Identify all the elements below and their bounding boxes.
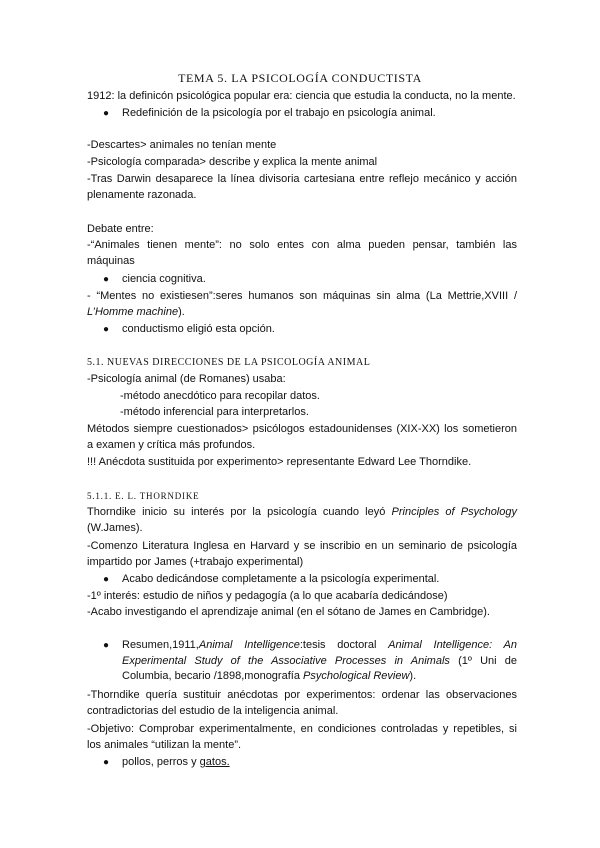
line-harvard: -Comenzo Literatura Inglesa en Harvard y se inscribio en un seminario de psicología impartido por James (+trabajo experimental) [87, 540, 517, 568]
bullet-icon: ● [103, 640, 110, 651]
line-primer-interes: -1º interés: estudio de niños y pedagogía (a lo que acabaría dedicándose) [87, 590, 448, 602]
page-title: TEMA 5. LA PSICOLOGÍA CONDUCTISTA [178, 71, 422, 85]
debate-heading: Debate entre: [87, 223, 154, 235]
bullet-redefinicion-text: Redefinición de la psicología por el trabajo en psicología animal. [122, 107, 436, 119]
thesis-title: Animal Intelligence: An Experimental Study of the Associative Processes in Animals [122, 639, 517, 667]
bullet-conductismo [103, 322, 517, 338]
bullet-pollos-perros-gatos: ● pollos, perros y gatos. [103, 755, 517, 771]
section-5-1-1-heading: 5.1.1. E. L. THORNDIKE [87, 491, 200, 501]
book-title-homme-machine: L’Homme machine [87, 305, 179, 318]
line-metodos-cuestionados: Métodos siempre cuestionados> psicólogos estadounidenses (XIX-XX) los sometieron a examen y crítica más profundos. [87, 423, 517, 451]
line-objetivo: -Objetivo: Comprobar experimentalmente, en condiciones controladas y repetibles, si los animales “utilizan la mente”. [87, 723, 517, 751]
book-title-principles: Principles of Psychology [391, 506, 517, 518]
bullet-icon: ● [103, 757, 110, 768]
bullet-acabo-dedicandose [103, 572, 517, 588]
line-metodo-anecdotico: -método anecdótico para recopilar datos. [120, 390, 320, 402]
line-darwin: -Tras Darwin desaparece la línea divisoria cartesiana entre reflejo mecánico y acción plenamente razonada. [87, 173, 517, 201]
line-interes-thorndike: Thorndike inicio su interés por la psicología cuando leyó Principles of Psychology (W.James). [87, 506, 517, 534]
bullet-ciencia-cognitiva-text: ciencia cognitiva. [122, 273, 206, 285]
journal-title: Psychological Review [303, 670, 410, 683]
section-5-1-heading: 5.1. NUEVAS DIRECCIONES DE LA PSICOLOGÍA ANIMAL [87, 357, 371, 368]
line-mentes-no-existiesen: - “Mentes no existiesen”:seres humanos son máquinas sin alma (La Mettrie,XVIII / L’Homme machine). [87, 290, 517, 318]
line-anecdota: !!! Anécdota sustituida por experimento> representante Edward Lee Thorndike. [87, 456, 472, 468]
line-romanes: -Psicología animal (de Romanes) usaba: [87, 373, 286, 385]
bullet-icon: ● [103, 108, 110, 119]
bullet-ciencia-cognitiva [103, 272, 517, 288]
underlined-gatos: gatos. [199, 756, 230, 768]
line-descartes: -Descartes> animales no tenían mente [87, 139, 277, 151]
bullet-conductismo-text: conductismo eligió esta opción. [122, 323, 275, 335]
bullet-acabo-text: Acabo dedicándose completamente a la psicología experimental. [122, 573, 440, 585]
bullet-icon: ● [103, 274, 110, 285]
line-animales-tienen-mente: -“Animales tienen mente”: no solo entes con alma pueden pensar, también las máquinas [87, 239, 517, 267]
line-aprendizaje-animal: -Acabo investigando el aprendizaje animal (en el sótano de James en Cambridge). [87, 606, 490, 618]
line-psicologia-comparada: -Psicología comparada> describe y explica la mente animal [87, 156, 378, 168]
bullet-icon: ● [103, 574, 110, 585]
bullet-icon: ● [103, 324, 110, 335]
book-title-animal-intelligence: Animal Intelligence [198, 639, 300, 651]
line-sustituir-anecdotas: -Thorndike quería sustituir anécdotas por experimentos: ordenar las observaciones contradictorias del estudio de la inteligencia animal. [87, 689, 517, 717]
bullet-resumen-1911: ● Resumen,1911,Animal Intelligence:tesis doctoral Animal Intelligence: An Experimental Study of the Associative Processes in Animals (1º Uni de Columbia, becario /1898,monografía Psychological Review). [103, 639, 517, 683]
bullet-redefinicion [103, 106, 517, 122]
intro-1912: 1912: la definicón psicológica popular era: ciencia que estudia la conducta, no la mente. [87, 90, 516, 102]
line-metodo-inferencial: -método inferencial para interpretarlos. [120, 406, 309, 418]
